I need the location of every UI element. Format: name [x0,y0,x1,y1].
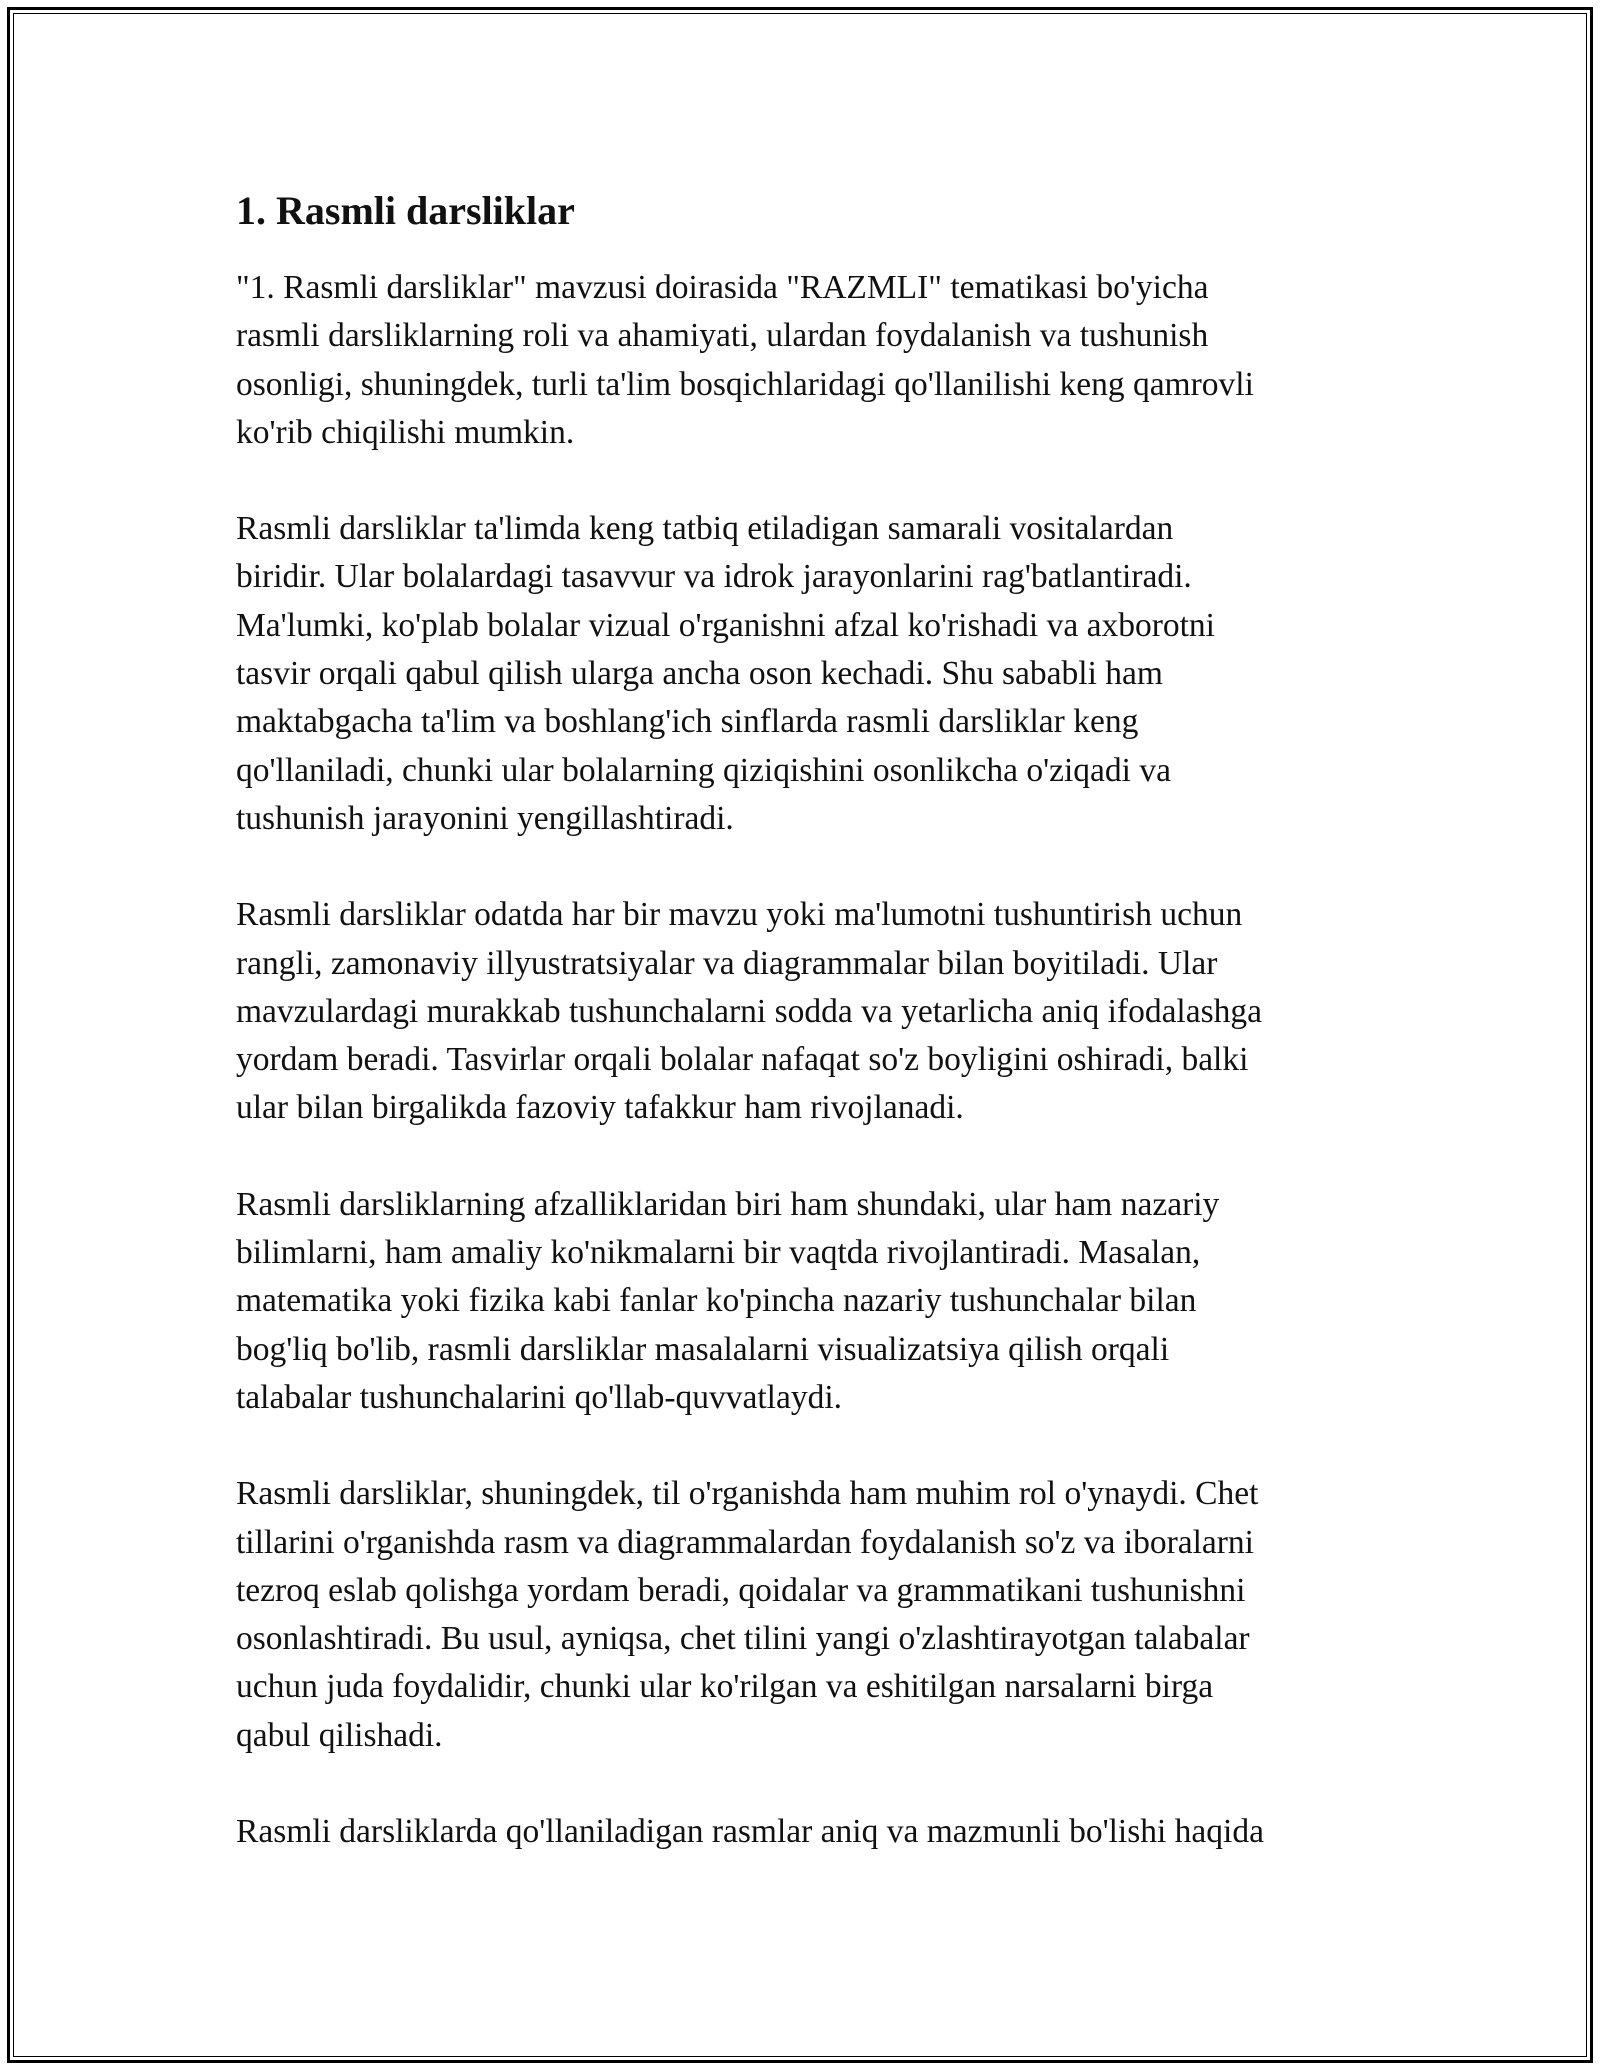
document-body [236,186,1386,1904]
text-line: matematika yoki fizika kabi fanlar ko'pincha nazariy tushunchalar bilan [236,1282,1197,1320]
text-line: tezroq eslab qolishga yordam beradi, qoidalar va grammatikani tushunishni [236,1571,1246,1609]
text-line: Rasmli darsliklarda qo'llaniladigan rasmlar aniq va mazmunli bo'lishi haqida [236,1813,1264,1851]
text-line: talabalar tushunchalarini qo'llab-quvvatlaydi. [236,1378,843,1416]
paragraph-advantages [236,1181,1386,1422]
section-heading: 1. Rasmli darsliklar [236,188,575,233]
text-line: ular bilan birgalikda fazoviy tafakkur ham rivojlanadi. [236,1089,964,1127]
text-line: osonlashtiradi. Bu usul, ayniqsa, chet tilini yangi o'zlashtirayotgan talabalar [236,1620,1250,1658]
text-line: rangli, zamonaviy illyustratsiyalar va diagrammalar bilan boyitiladi. Ular [236,944,1218,982]
text-line: osonligi, shuningdek, turli ta'lim bosqichlaridagi qo'llanilishi keng qamrovli [236,365,1254,403]
text-line: tasvir orqali qabul qilish ularga ancha oson kechadi. Shu sababli ham [236,655,1163,693]
text-line: Rasmli darsliklar ta'limda keng tatbiq etiladigan samarali vositalardan [236,510,1174,548]
text-line: maktabgacha ta'lim va boshlang'ich sinflarda rasmli darsliklar keng [236,703,1139,741]
text-line: bog'liq bo'lib, rasmli darsliklar masalalarni visualizatsiya qilish orqali [236,1330,1170,1368]
paragraph-language-learning [236,1470,1386,1760]
text-line: Ma'lumki, ko'plab bolalar vizual o'rganishni afzal ko'rishadi va axborotni [236,606,1215,644]
text-line: Rasmli darsliklar, shuningdek, til o'rganishda ham muhim rol o'ynaydi. Chet [236,1475,1259,1513]
paragraph-image-quality [236,1808,1386,1856]
text-line: Rasmli darsliklar odatda har bir mavzu yoki ma'lumotni tushuntirish uchun [236,896,1243,934]
text-line: tushunish jarayonini yengillashtiradi. [236,799,734,837]
text-line: "1. Rasmli darsliklar" mavzusi doirasida "RAZMLI" tematikasi bo'yicha [236,269,1209,306]
text-line: qo'llaniladi, chunki ular bolalarning qiziqishini osonlikcha o'ziqadi va [236,751,1171,789]
text-line: bilimlarni, ham amaliy ko'nikmalarni bir vaqtda rivojlantiradi. Masalan, [236,1234,1201,1272]
text-line: biridir. Ular bolalardagi tasavvur va idrok jarayonlarini rag'batlantiradi. [236,558,1192,596]
text-line: ko'rib chiqilishi mumkin. [236,413,575,451]
text-line: qabul qilishadi. [236,1716,443,1754]
paragraph-illustrations [236,891,1386,1132]
text-line: Rasmli darsliklarning afzalliklaridan biri ham shundaki, ular ham nazariy [236,1185,1220,1223]
text-line: yordam beradi. Tasvirlar orqali bolalar nafaqat so'z boyligini oshiradi, balki [236,1041,1249,1079]
text-line: rasmli darsliklarning roli va ahamiyati, ulardan foydalanish va tushunish [236,317,1209,355]
paragraph-effective-tools [236,505,1386,843]
text-line: uchun juda foydalidir, chunki ular ko'rilgan va eshitilgan narsalarni birga [236,1668,1214,1706]
paragraph-intro [236,264,1386,457]
text-line: tillarini o'rganishda rasm va diagrammalardan foydalanish so'z va iboralarni [236,1523,1254,1561]
text-line: mavzulardagi murakkab tushunchalarni sodda va yetarlicha aniq ifodalashga [236,992,1263,1030]
